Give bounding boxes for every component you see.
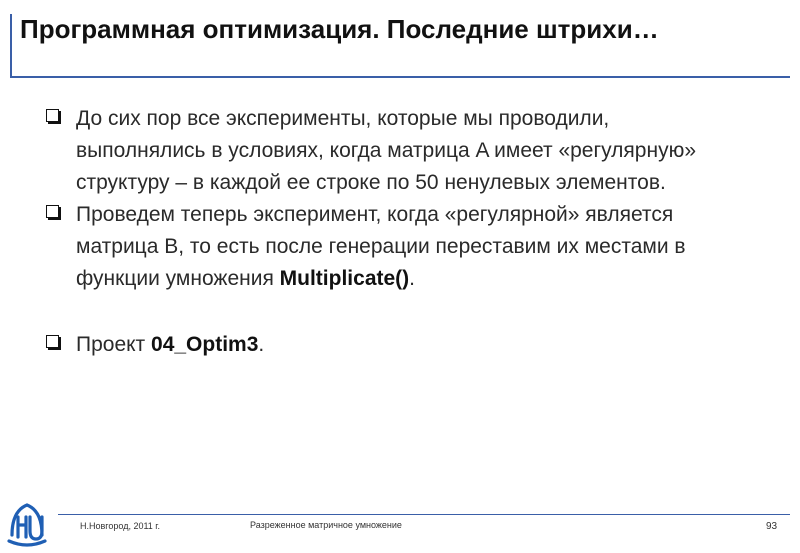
footer-topic: Разреженное матричное умножение [250, 520, 402, 530]
bullet-text: Проект [76, 333, 152, 356]
list-item [46, 103, 736, 199]
list-item [46, 329, 736, 361]
square-bullet-icon [46, 335, 59, 348]
footer-location-date: Н.Новгород, 2011 г. [80, 521, 160, 531]
bullet-text: Проведем теперь эксперимент, когда «регулярной» является матрица B, то есть после генерации переставим их местами в функции умножения [76, 203, 686, 290]
square-bullet-icon [46, 109, 59, 122]
bullet-bold-text: Multiplicate() [279, 267, 410, 290]
page-number: 93 [766, 521, 778, 532]
footer-divider [58, 514, 790, 515]
list-item [46, 199, 736, 295]
bullet-text-end: . [409, 267, 415, 290]
bullet-text: До сих пор все эксперименты, которые мы проводили, выполнялись в условиях, когда матрица A имеет «регулярную» структуру – в каждой ее строке по 50 ненулевых элементов. [76, 107, 697, 194]
university-logo-icon [6, 495, 48, 547]
bullet-bold-text: 04_Optim3 [151, 333, 259, 356]
page-title: Программная оптимизация. Последние штрихи… [20, 14, 659, 44]
square-bullet-icon [46, 205, 59, 218]
bullet-text-end: . [258, 333, 265, 356]
bullet-list [46, 103, 736, 361]
